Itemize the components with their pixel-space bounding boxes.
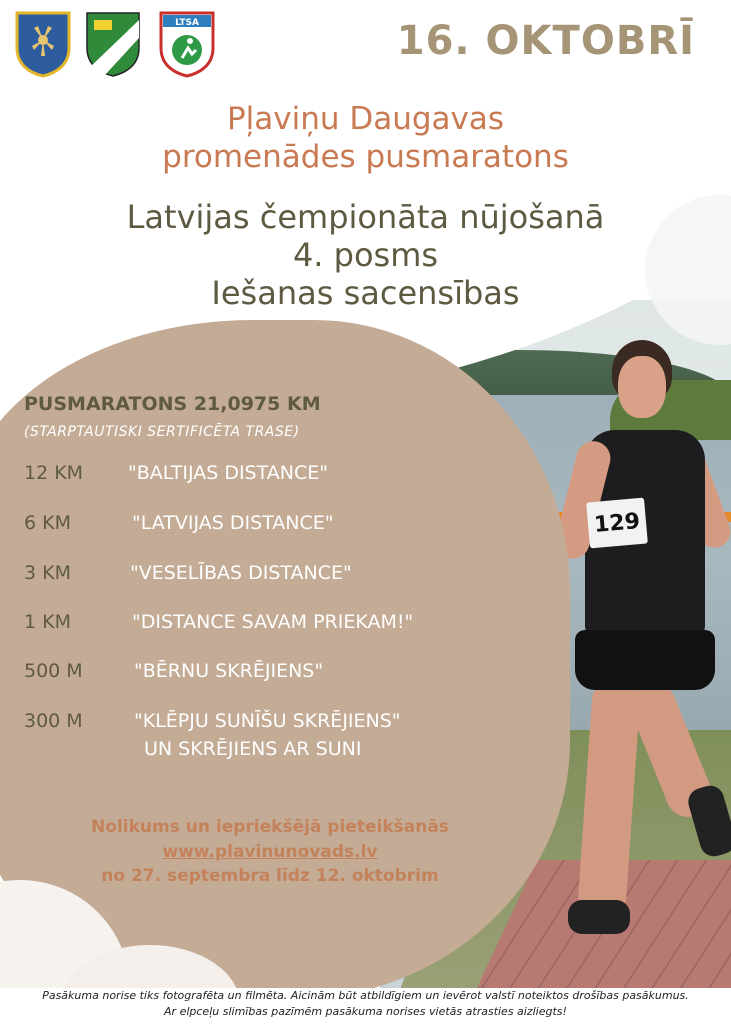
runner-shoe-front [568,900,630,934]
green-white-town-crest-icon [84,10,142,78]
event-date: 16. OKTOBRĪ [396,18,695,64]
disclaimer-footer [0,988,731,1024]
disclaimer-line2: Ar elpceļu slimības pazīmēm pasākuma norises vietās atrasties aizliegts! [164,1005,567,1018]
championship-title-line1: Latvijas čempionāta nūjošanā [126,198,605,236]
registration-period: no 27. septembra līdz 12. oktobrim [101,866,439,886]
distance-length: 300 M [24,710,83,732]
runner-shorts [575,630,715,690]
championship-title-line2: 4. posms [292,236,439,274]
race-bib: 129 [586,498,648,549]
distance-name: "DISTANCE SAVAM PRIEKAM!" [132,611,414,633]
distance-name: "BALTIJAS DISTANCE" [128,462,328,484]
distance-length: 3 KM [24,562,71,584]
event-title [0,100,731,176]
distance-length: 12 KM [24,462,84,484]
distance-length: 1 KM [24,611,71,633]
championship-title-line3: Iešanas sacensības [211,274,520,312]
championship-title [0,198,731,312]
registration-info-line: Nolikums un iepriekšējā pieteikšanās [91,817,449,837]
disclaimer-line1: Pasākuma norise tiks fotografēta un filmēta. Aicinām būt atbildīgiem un ievērot valstī noteiktos drošības pasākumus. [42,989,689,1002]
distance-subtitle: UN SKRĒJIENS AR SUNI [144,738,362,760]
coat-of-arms-stars-icon [14,10,72,78]
distance-length: 6 KM [24,512,71,534]
svg-text:LTSA: LTSA [175,18,199,28]
distance-name: "BĒRNU SKRĒJIENS" [134,660,324,682]
half-marathon-heading: PUSMARATONS 21,0975 KM [24,393,321,415]
event-title-line1: Pļaviņu Daugavas [226,101,505,137]
certified-course-note: (STARPTAUTISKI SERTIFICĒTA TRASE) [24,424,300,440]
event-title-line2: promenādes pusmaratons [162,139,569,175]
registration-link-wrap [30,842,510,862]
ltsa-runner-logo-icon [158,10,216,78]
distance-name: "KLĒPJU SUNĪŠU SKRĒJIENS" [134,710,401,732]
runner-face [618,356,666,418]
registration-website-link[interactable]: www.plavinunovads.lv [162,842,378,862]
distance-name: "VESELĪBAS DISTANCE" [130,562,352,584]
distance-length: 500 M [24,660,83,682]
distance-name: "LATVIJAS DISTANCE" [132,512,334,534]
